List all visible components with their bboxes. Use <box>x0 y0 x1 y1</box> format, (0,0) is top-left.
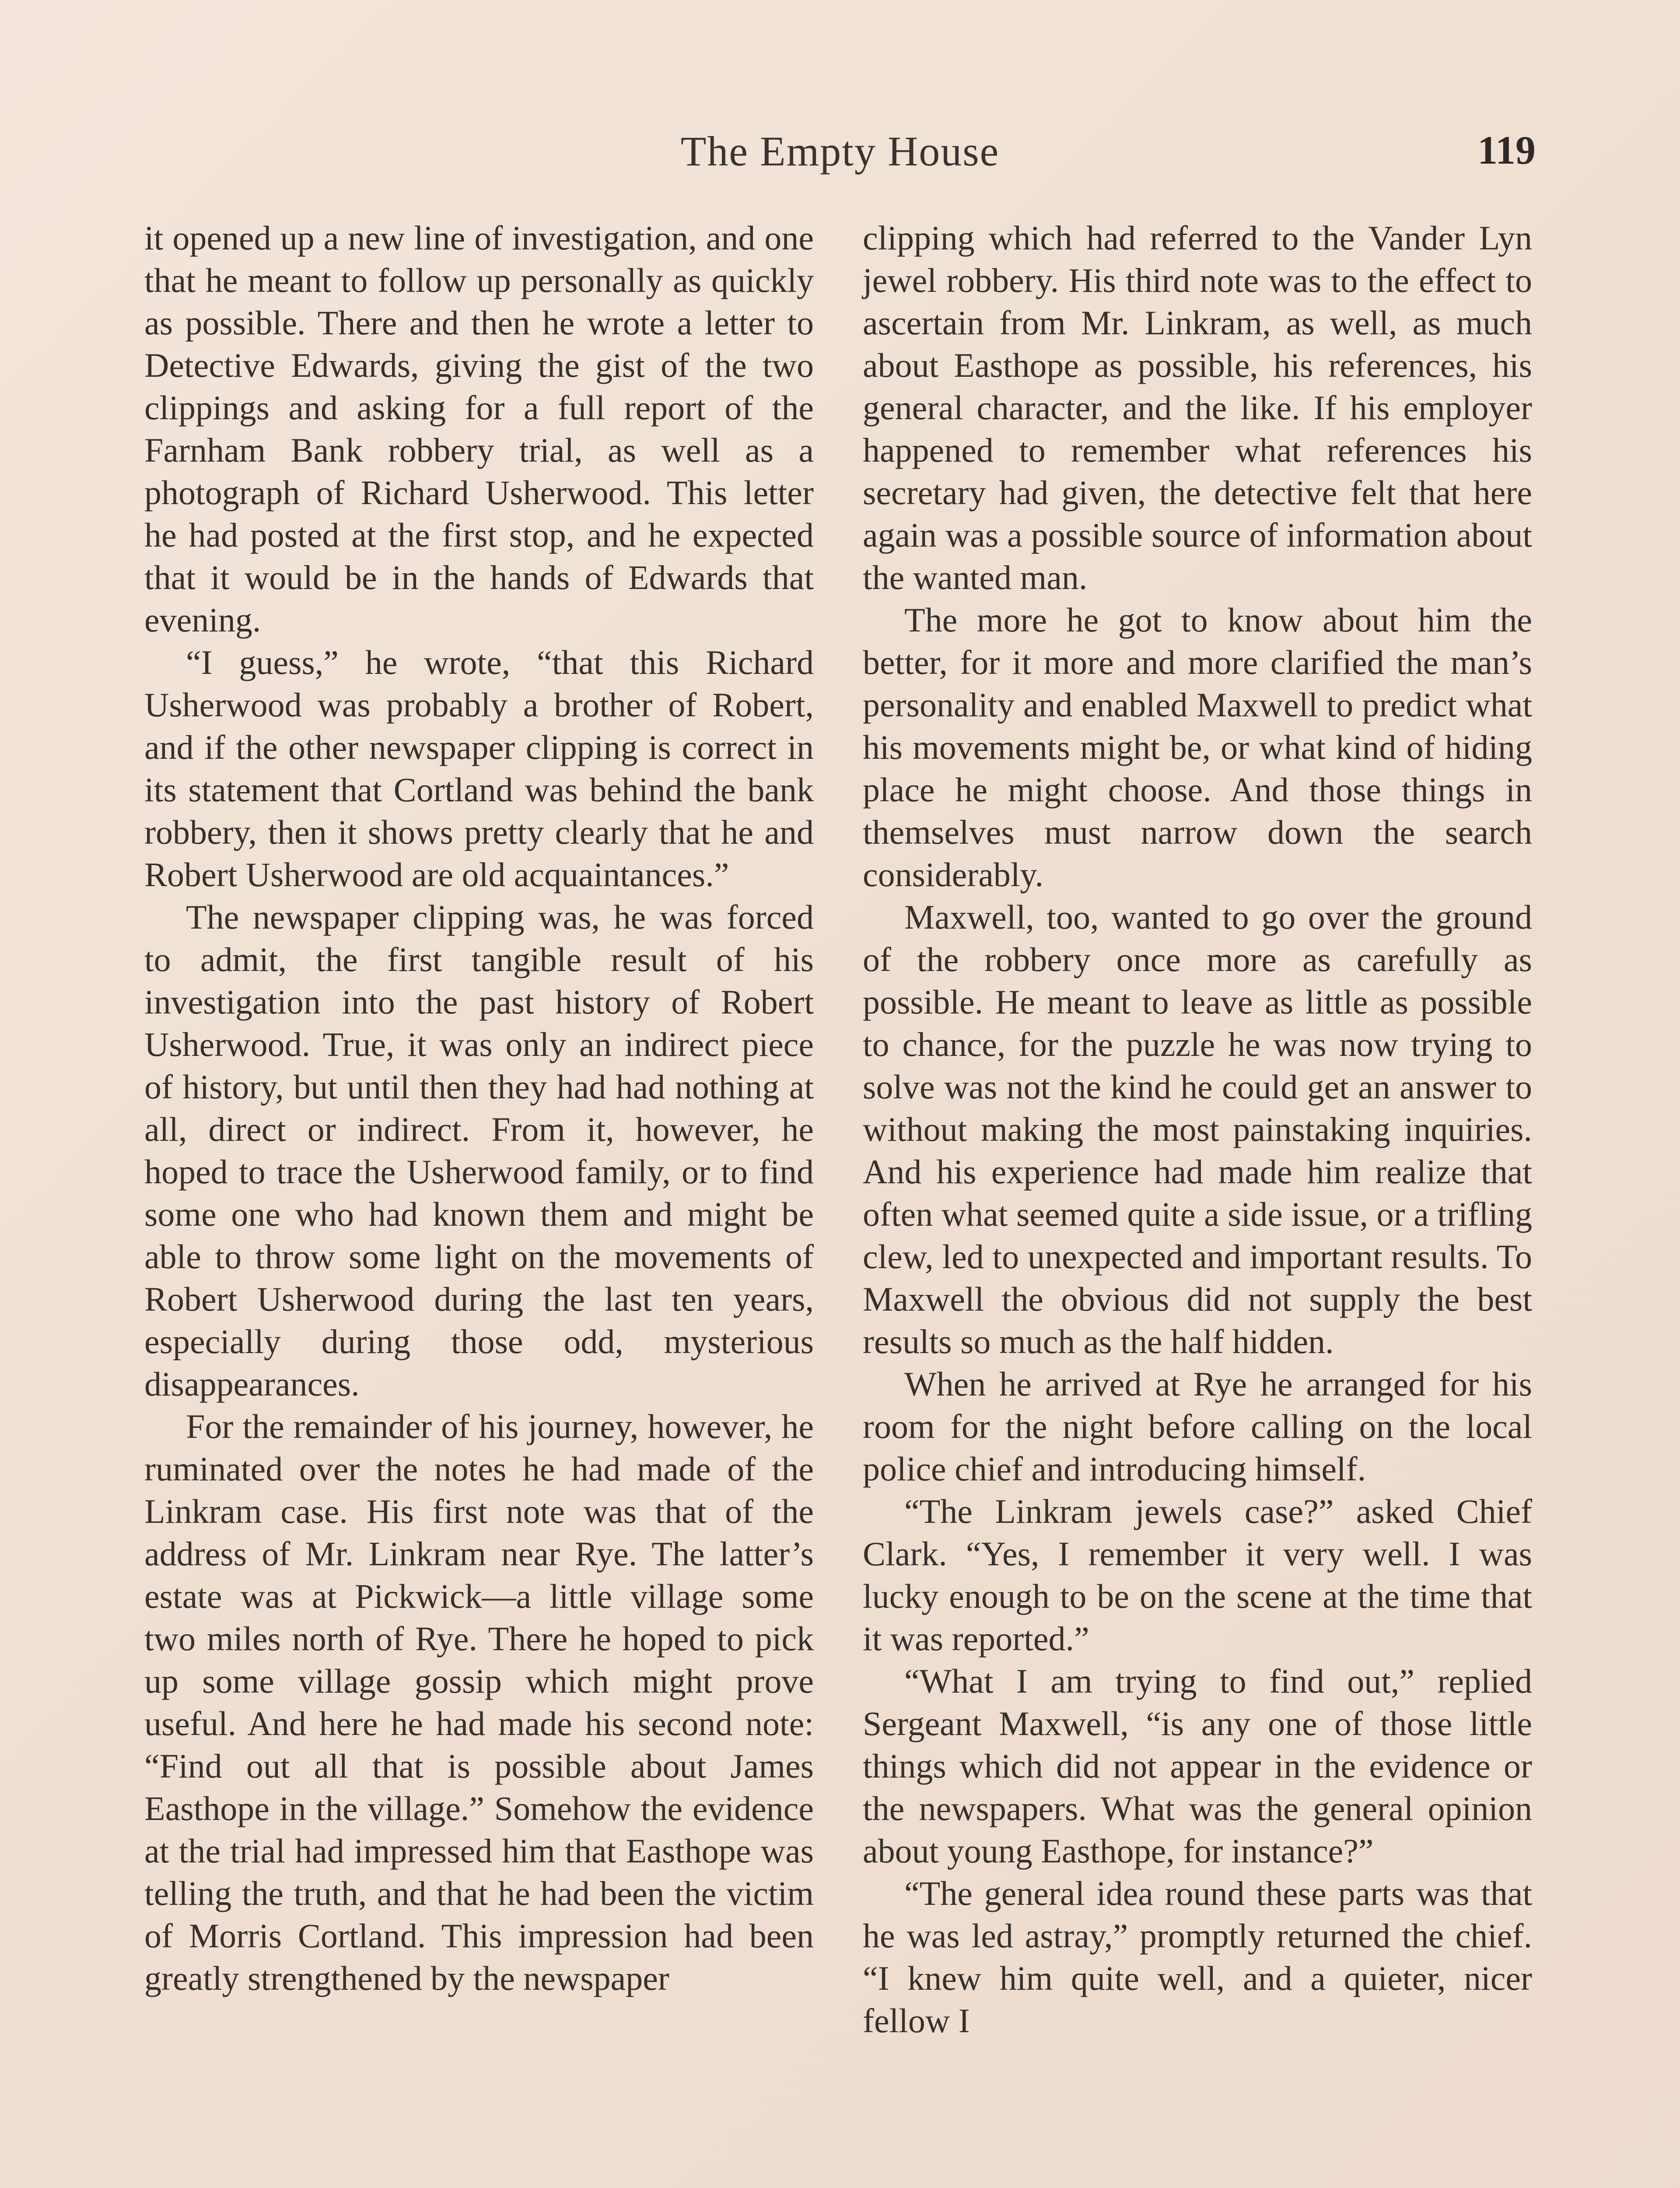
chapter-title: The Empty House <box>680 128 1000 175</box>
left-column <box>144 217 814 1999</box>
paragraph: When he arrived at Rye he arranged for his room for the night before calling on the local police chief and introducing himself. <box>863 1365 1532 1488</box>
paragraph: Maxwell, too, wanted to go over the ground of the robbery once more as carefully as possible. He meant to leave as little as possible to chance, for the puzzle he was now trying to solve was not the kind he could get an answer to without making the most painstaking inquiries. And his experience had made him realize that often what seemed quite a side issue, or a trifling clew, led to unexpected and important results. To Maxwell the obvious did not supply the best results so much as the half hidden. <box>863 898 1532 1360</box>
right-column <box>863 217 1532 2042</box>
paragraph: “I guess,” he wrote, “that this Richard Usherwood was probably a brother of Robert, and if the other newspaper clipping is correct in its statement that Cortland was behind the bank robbery, then it shows pretty clearly that he and Robert Usherwood are old acquaintances.” <box>144 643 814 894</box>
paragraph: “The Linkram jewels case?” asked Chief Clark. “Yes, I remember it very well. I was lucky enough to be on the scene at the time that it was reported.” <box>863 1492 1532 1658</box>
paragraph: it opened up a new line of investigation, and one that he meant to follow up personally as quickly as possible. There and then he wrote a letter to Detective Edwards, giving the gist of the two clippings and asking for a full report of the Farnham Bank robbery trial, as well as a photograph of Richard Usherwood. This letter he had posted at the first stop, and he expected that it would be in the hands of Edwards that evening. <box>144 219 814 639</box>
paragraph: clipping which had referred to the Vander Lyn jewel robbery. His third note was to the effect to ascertain from Mr. Linkram, as well, as much about Easthope as possible, his references, his general character, and the like. If his employer happened to remember what references his secretary had given, the detective felt that here again was a possible source of information about the wanted man. <box>863 219 1532 596</box>
paragraph: “The general idea round these parts was that he was led astray,” promptly returned the chief. “I knew him quite well, and a quieter, nicer fellow I <box>863 1874 1532 2040</box>
paragraph: For the remainder of his journey, however, he ruminated over the notes he had made of the Linkram case. His first note was that of the address of Mr. Linkram near Rye. The latter’s estate was at Pickwick—a little village some two miles north of Rye. There he hoped to pick up some village gossip which might prove useful. And here he had made his second note: “Find out all that is possible about James Easthope in the village.” Somehow the evidence at the trial had impressed him that Easthope was telling the truth, and that he had been the victim of Morris Cortland. This impression had been greatly strengthened by the newspaper <box>144 1407 814 1997</box>
running-header <box>144 127 1536 193</box>
paragraph: The more he got to know about him the better, for it more and more clarified the man’s personality and enabled Maxwell to predict what his movements might be, or what kind of hiding place he might choose. And those things in themselves must narrow down the search considerably. <box>863 601 1532 894</box>
paragraph: The newspaper clipping was, he was forced to admit, the first tangible result of his investigation into the past history of Robert Usherwood. True, it was only an indirect piece of history, but until then they had had nothing at all, direct or indirect. From it, however, he hoped to trace the Usherwood family, or to find some one who had known them and might be able to throw some light on the movements of Robert Usherwood during the last ten years, especially during those odd, mysterious disappearances. <box>144 898 814 1403</box>
page-number: 119 <box>1477 128 1536 172</box>
paragraph: “What I am trying to find out,” replied Sergeant Maxwell, “is any one of those little things which did not appear in the evidence or the newspapers. What was the general opinion about young Easthope, for instance?” <box>863 1662 1532 1870</box>
